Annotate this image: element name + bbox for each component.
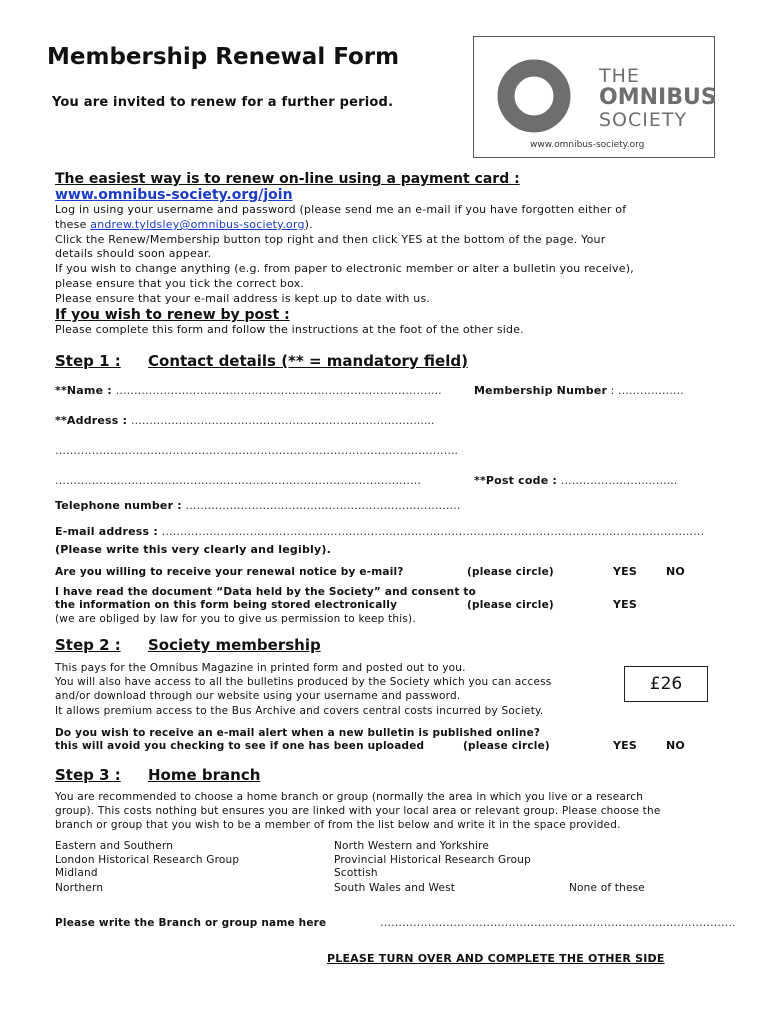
consent-line2: the information on this form being stored electronically	[55, 599, 398, 611]
step3-line1: You are recommended to choose a home branch or group (normally the area in which you live or a research	[55, 791, 644, 803]
logo-omnibus: OMNIBUS	[599, 85, 717, 110]
consent-please-circle: (please circle)	[467, 599, 554, 611]
page-title: Membership Renewal Form	[47, 44, 400, 70]
membership-price: £26	[624, 666, 708, 702]
online-line2: these andrew.tyldsley@omnibus-society.org).	[55, 218, 313, 231]
logo-the: THE	[599, 65, 640, 87]
alert-please-circle: (please circle)	[463, 740, 550, 752]
step1-label: Step 1 :	[55, 352, 121, 370]
branch-eastern-southern: Eastern and Southern	[55, 840, 174, 852]
step3-line3: branch or group that you wish to be a member of from the list below and write it in the space provided.	[55, 819, 621, 831]
society-logo	[473, 36, 715, 158]
email-field[interactable]: E-mail address : ………………………………………………………………………………………………………………….………………	[55, 525, 705, 538]
renewal-yes-option[interactable]: YES	[613, 565, 638, 578]
step3-title: Home branch	[148, 766, 261, 784]
branch-north-western-yorkshire: North Western and Yorkshire	[334, 840, 490, 852]
online-heading: The easiest way is to renew on-line using a payment card :	[55, 171, 520, 187]
post-line: Please complete this form and follow the instructions at the foot of the other side.	[55, 323, 524, 336]
online-line6: please ensure that you tick the correct box.	[55, 277, 305, 290]
step2-label: Step 2 :	[55, 636, 121, 654]
online-line3: Click the Renew/Membership button top right and then click YES at the bottom of the page. Your	[55, 233, 606, 246]
step1-title: Contact details (** = mandatory field)	[148, 352, 468, 370]
email-note: (Please write this very clearly and legibly).	[55, 543, 332, 556]
renewal-email-question: Are you willing to receive your renewal notice by e-mail?	[55, 566, 404, 578]
alert-question-line1: Do you wish to receive an e-mail alert when a new bulletin is published online?	[55, 727, 541, 739]
post-heading: If you wish to renew by post :	[55, 307, 290, 323]
step3-line2: group). This costs nothing but ensures you are linked with your local area or relevant group. Please choose the	[55, 805, 661, 817]
address-line2-field[interactable]: ………………………………………………………………………………………………..	[55, 444, 458, 457]
email-link[interactable]: andrew.tyldsley@omnibus-society.org	[90, 218, 305, 231]
branch-provincial-historical: Provincial Historical Research Group	[334, 854, 532, 866]
branch-midland: Midland	[55, 867, 98, 879]
address-field[interactable]: **Address : …………………………………………………………………….....	[55, 414, 435, 427]
consent-note: (we are obliged by law for you to give us permission to keep this).	[55, 613, 416, 625]
logo-society: SOCIETY	[599, 109, 688, 131]
alert-question-line2: this will avoid you checking to see if one has been uploaded	[55, 740, 425, 752]
online-line7: Please ensure that your e-mail address is kept up to date with us.	[55, 292, 431, 305]
renewal-no-option[interactable]: NO	[666, 565, 685, 578]
branch-none: None of these	[569, 882, 645, 894]
online-line5: If you wish to change anything (e.g. from paper to electronic member or alter a bulletin you receive),	[55, 262, 634, 275]
step3-label: Step 3 :	[55, 766, 121, 784]
postcode-field[interactable]: **Post code : ……….………….……...	[474, 474, 678, 487]
step2-title: Society membership	[148, 636, 321, 654]
join-link[interactable]: www.omnibus-society.org/join	[55, 187, 293, 203]
branch-write-field[interactable]: …………………………………………………………………………………….	[380, 916, 736, 929]
logo-url: www.omnibus-society.org	[530, 140, 645, 150]
online-line1: Log in using your username and password (please send me an e-mail if you have forgotten either of	[55, 203, 627, 216]
branch-south-wales-west: South Wales and West	[334, 882, 456, 894]
branch-scottish: Scottish	[334, 867, 378, 879]
address-line3-field[interactable]: ……………....………………………………………………………………………	[55, 474, 421, 487]
step2-line2: You will also have access to all the bulletins produced by the Society which you can access	[55, 676, 552, 688]
alert-yes-option[interactable]: YES	[613, 739, 638, 752]
branch-london-historical: London Historical Research Group	[55, 854, 240, 866]
alert-no-option[interactable]: NO	[666, 739, 685, 752]
online-line4: details should soon appear.	[55, 247, 212, 260]
step2-line4: It allows premium access to the Bus Archive and covers central costs incurred by Society.	[55, 705, 544, 717]
step2-line1: This pays for the Omnibus Magazine in printed form and posted out to you.	[55, 662, 466, 674]
telephone-field[interactable]: Telephone number : …………………………………………………………………	[55, 499, 461, 512]
membership-number-field[interactable]: Membership Number : ………………	[474, 384, 684, 397]
branch-northern: Northern	[55, 882, 104, 894]
consent-yes-option[interactable]: YES	[613, 598, 638, 611]
page-subtitle: You are invited to renew for a further period.	[52, 95, 394, 110]
turn-over-note: PLEASE TURN OVER AND COMPLETE THE OTHER SIDE	[327, 952, 665, 965]
name-field[interactable]: **Name : ……………………………………………………………………………..	[55, 384, 442, 397]
please-circle-note: (please circle)	[467, 566, 554, 578]
branch-write-label: Please write the Branch or group name here	[55, 917, 327, 929]
consent-line1: I have read the document “Data held by the Society” and consent to	[55, 586, 477, 598]
step2-line3: and/or download through our website using your username and password.	[55, 690, 461, 702]
